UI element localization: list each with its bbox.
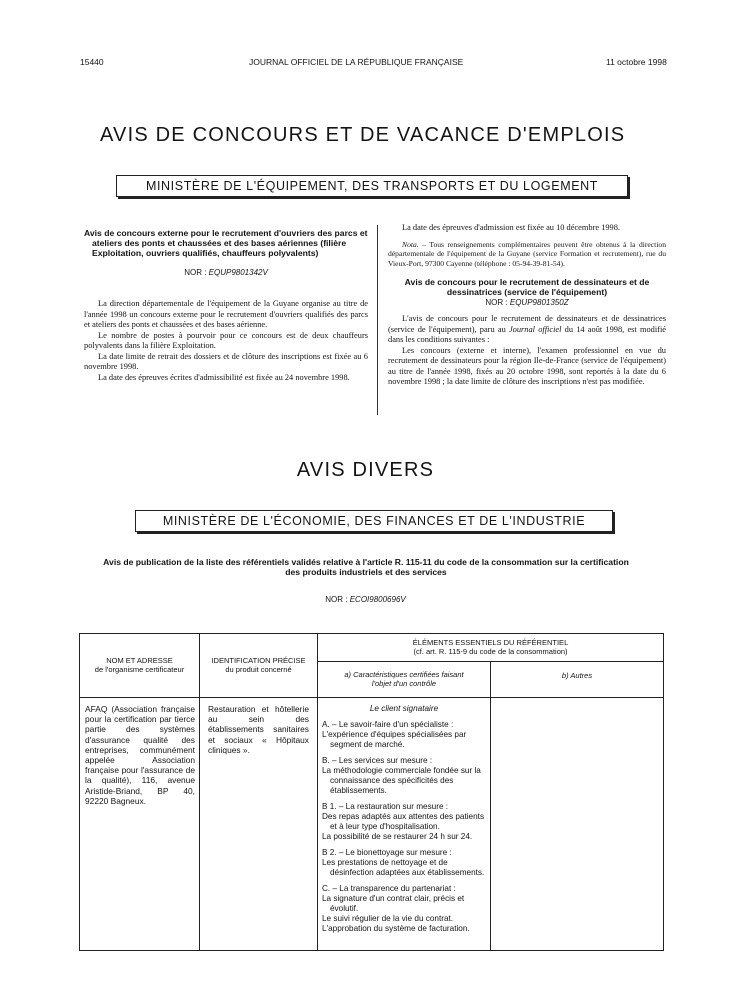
- issue-date: 11 octobre 1998: [606, 57, 667, 67]
- header-subtitle: (cf. art. R. 115-9 du code de la consommation): [413, 647, 568, 656]
- header-elements: [318, 634, 664, 662]
- note-paragraph: [388, 240, 666, 269]
- section-title-concours: AVIS DE CONCOURS ET DE VACANCE D'EMPLOIS: [100, 124, 626, 146]
- header-title: IDENTIFICATION PRÉCISE: [211, 656, 306, 665]
- ministry-box-equipement: MINISTÈRE DE L'ÉQUIPEMENT, DES TRANSPORTS ET DU LOGEMENT: [116, 175, 628, 197]
- criteria-title: Le client signataire: [369, 704, 439, 713]
- criteria-heading: B 2. – Le bionettoyage sur mesure :: [322, 848, 452, 857]
- criteria-heading: A. – Le savoir-faire d'un spécialiste :: [322, 720, 454, 729]
- note-label: Nota.: [402, 239, 419, 249]
- notice-right-column: [388, 223, 666, 388]
- criteria-item: Les prestations de nettoyage et de désinfection adaptées aux établissements.: [322, 858, 485, 877]
- table-header-row: [80, 634, 664, 662]
- header-caracteristiques: [318, 662, 491, 698]
- header-subtitle: du produit concerné: [225, 665, 292, 674]
- criteria-item: La signature d'un contrat clair, précis et évolutif.: [322, 894, 465, 913]
- column-divider: [377, 225, 378, 415]
- nor-code: EQUP9801342V: [208, 268, 268, 277]
- section-title-avis-divers: AVIS DIVERS: [296, 459, 435, 481]
- criteria-item: L'approbation du système de facturation.: [322, 924, 470, 933]
- notice-continuation: [388, 223, 666, 268]
- page-number: 15440: [80, 57, 104, 67]
- paragraph: La date des épreuves écrites d'admissibilité est fixée au 24 novembre 1998.: [98, 372, 350, 382]
- note-text: – Tous renseignements complémentaires peuvent être obtenus à la direction départementale de l'équipement de la Guyane (service Formation et recrutement), rue du Vieux-Port, 97300 Cayenne (téléphone : 05-94-39-81-54).: [388, 239, 666, 268]
- cell-autres: [491, 698, 664, 951]
- nor-code: EQUP9801350Z: [509, 298, 569, 307]
- header-subtitle: de l'organisme certificateur: [94, 665, 185, 674]
- header-organisme: [80, 634, 200, 698]
- admission-date: La date des épreuves d'admission est fixée au 10 décembre 1998.: [402, 223, 621, 232]
- table-row: [80, 698, 664, 951]
- paragraph: [388, 314, 666, 346]
- journal-reference: Journal officiel: [508, 324, 562, 334]
- nor-reference: [388, 298, 666, 307]
- paragraph: La date limite de retrait des dossiers et de clôture des inscriptions est fixée au 6 novembre 1998.: [84, 351, 368, 371]
- header-produit: [200, 634, 318, 698]
- criteria-list: [318, 698, 490, 934]
- notice-body: [84, 299, 368, 383]
- criteria-heading: B. – Les services sur mesure :: [322, 756, 433, 765]
- paragraph: Les concours (externe et interne), l'examen professionnel en vue du recrutement de dessinateurs pour la région Ile-de-France (service de l'équipement) au titre de l'année 1998, fixés au 20 octobre 1998, sont reportés à la date du 6 novembre 1998 ; la date limite de clôture des inscriptions n'est pas modifiée.: [388, 345, 666, 386]
- referentiel-table: [79, 633, 664, 951]
- paragraph: La direction départementale de l'équipement de la Guyane organise au titre de l'année 1998 un concours externe pour le recrutement d'ouvriers qualifiés des parcs et ateliers des ponts et chaussées et des bases aérienne.: [84, 299, 368, 329]
- nor-label: NOR :: [485, 298, 508, 307]
- nor-label: NOR :: [184, 268, 207, 277]
- produit-text: Restauration et hôtellerie au sein des établissements sanitaires et sociaux « Hôpitaux cliniques ».: [208, 704, 309, 755]
- ministry-box-economie: MINISTÈRE DE L'ÉCONOMIE, DES FINANCES ET DE L'INDUSTRIE: [135, 510, 613, 532]
- criteria-item: La possibilité de se restaurer 24 h sur 24.: [322, 832, 473, 841]
- criteria-item: Le suivi régulier de la vie du contrat.: [322, 914, 454, 923]
- criteria-heading: B 1. – La restauration sur mesure :: [322, 802, 449, 811]
- header-subtitle: a) Caractéristiques certifiées faisant l'objet d'un contrôle: [344, 670, 464, 688]
- cell-organisme: [80, 698, 200, 951]
- nor-code: ECOI9800696V: [349, 595, 406, 604]
- text-run: L'avis de concours pour le recrutement de dessinateurs et de dessinatrices (service de l'équipement), paru au: [388, 314, 666, 334]
- cell-produit: [200, 698, 318, 951]
- notice-concours-ouvriers: [84, 228, 368, 383]
- header-title: NOM ET ADRESSE: [106, 656, 173, 665]
- criteria-heading: C. – La transparence du partenariat :: [322, 884, 456, 893]
- header-subtitle: b) Autres: [561, 671, 593, 680]
- organisme-text: AFAQ (Association française pour la certification par tierce partie des systèmes d'assurance qualité des entreprises, communément appelée Association française pour l'assurance de la qualité), 116, avenue Aristide-Briand, BP 40, 92220 Bagneux.: [85, 704, 195, 806]
- header-autres: [491, 662, 664, 698]
- criteria-item: La méthodologie commerciale fondée sur la connaissance des spécificités des établissements.: [322, 766, 481, 795]
- text-run: du 14 août 1998, est modifié dans les conditions suivantes :: [388, 324, 666, 344]
- notice-title-dessinateurs: Avis de concours pour le recrutement de dessinateurs et de dessinatrices (service de l'équipement): [404, 277, 650, 297]
- nor-reference: [84, 268, 368, 277]
- cell-caracteristiques: [318, 698, 491, 951]
- criteria-item: Des repas adaptés aux attentes des patients et à leur type d'hospitalisation.: [322, 812, 485, 831]
- paragraph: Le nombre de postes à pourvoir pour ce concours est de deux chauffeurs polyvalents dans la filière Exploitation.: [84, 330, 368, 350]
- header-title: ÉLÉMENTS ESSENTIELS DU RÉFÉRENTIEL: [412, 638, 569, 647]
- notice-body: [388, 314, 666, 388]
- criteria-item: L'expérience d'équipes spécialisées par segment de marché.: [322, 730, 467, 749]
- journal-title: JOURNAL OFFICIEL DE LA RÉPUBLIQUE FRANÇAISE: [249, 57, 464, 67]
- notice-title-referentiels: Avis de publication de la liste des référentiels validés relative à l'article R. 115-11 du code de la consommation sur la certification des produits industriels et des services: [103, 557, 629, 577]
- notice-title: Avis de concours externe pour le recrutement d'ouvriers des parcs et ateliers des ponts et chaussées et des bases aériennes (filière Exploitation, ouvriers qualifiés, chauffeurs polyvalents): [84, 228, 368, 258]
- nor-reference: [0, 595, 731, 604]
- nor-label: NOR :: [325, 595, 348, 604]
